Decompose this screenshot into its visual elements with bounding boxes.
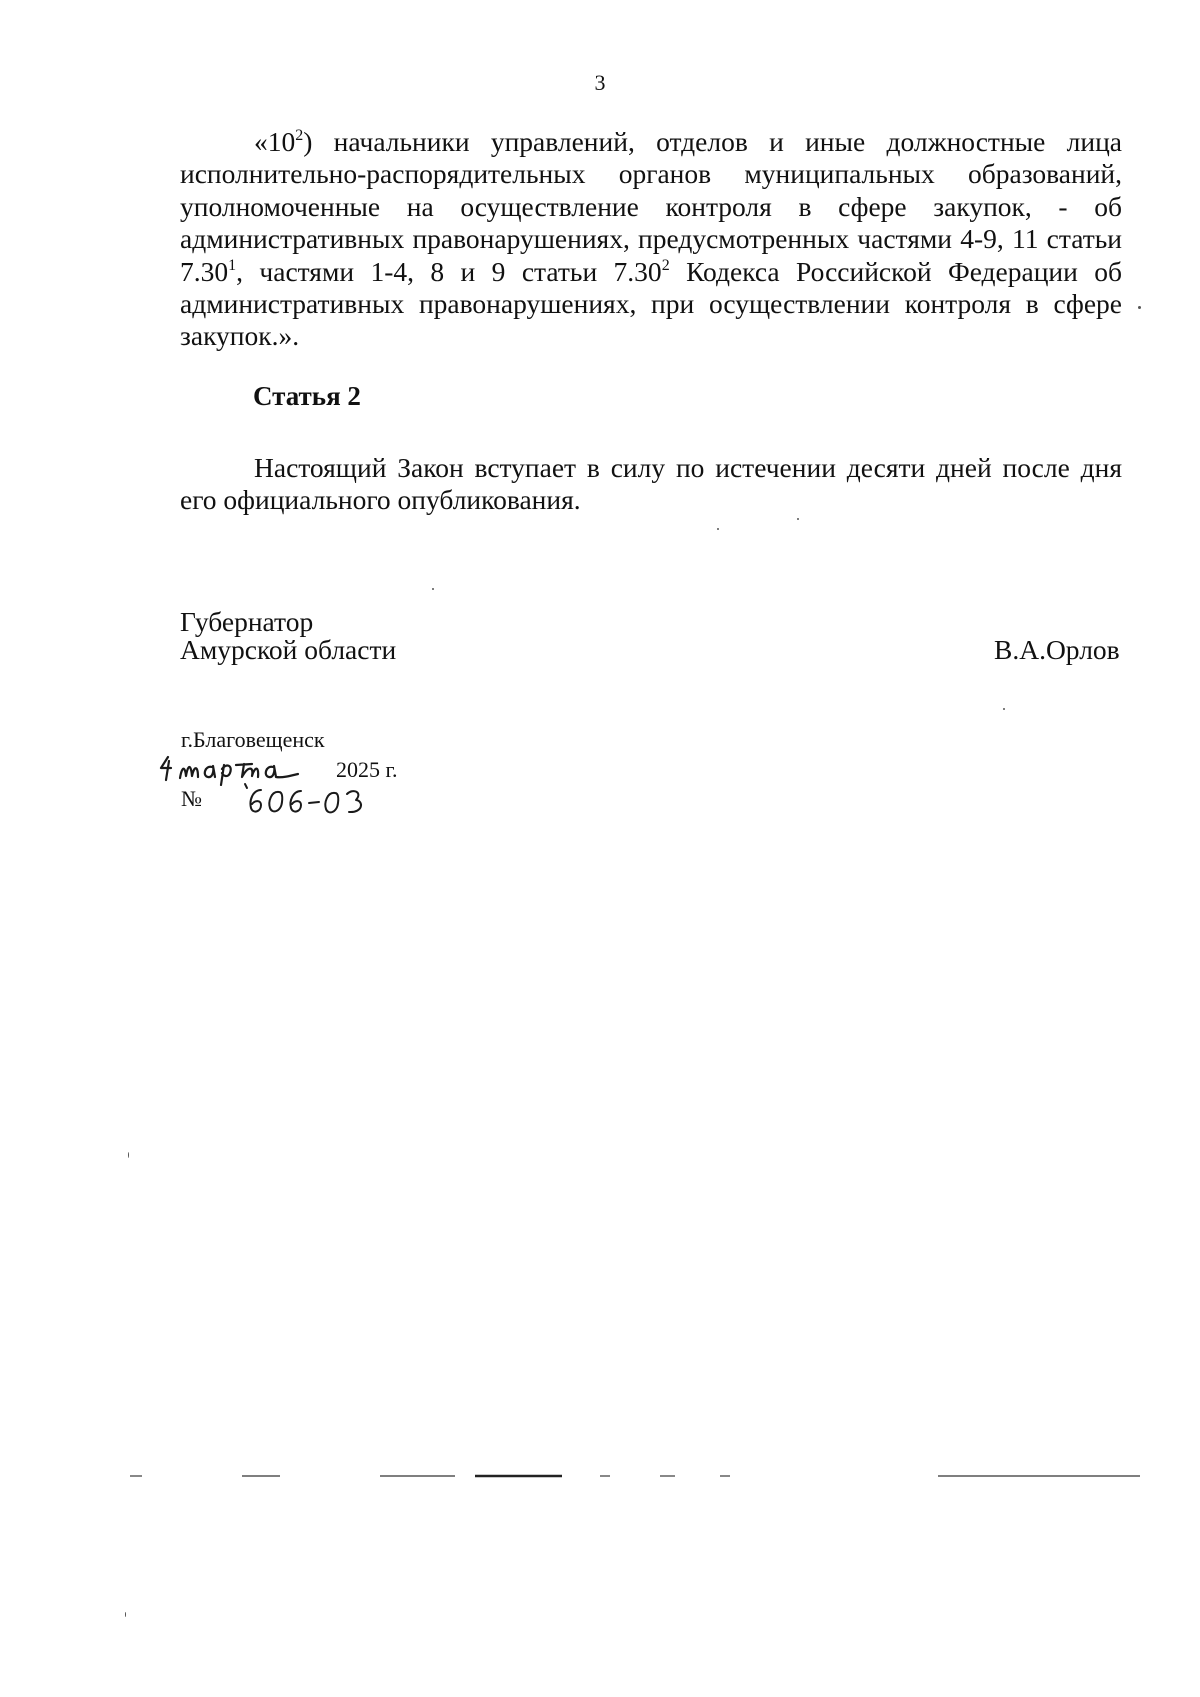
scan-speck bbox=[432, 588, 434, 590]
superscript: 2 bbox=[295, 127, 304, 144]
amendment-open: «10 bbox=[254, 126, 296, 157]
superscript: 1 bbox=[228, 256, 237, 274]
effective-date-text: Настоящий Закон вступает в силу по истечении десяти дней после дня его официального опубликования. bbox=[180, 452, 1122, 516]
amendment-text-2: , частями 1-4, 8 и 9 статьи 7.30 bbox=[236, 255, 662, 287]
paragraph-effective-date bbox=[180, 452, 1122, 517]
signatory-name: В.А.Орлов bbox=[994, 634, 1120, 665]
signatory-title bbox=[180, 608, 396, 664]
scan-speck bbox=[717, 528, 719, 530]
handwritten-number bbox=[237, 782, 377, 818]
article-heading: Статья 2 bbox=[253, 381, 361, 411]
scan-speck bbox=[1003, 708, 1005, 710]
date-line bbox=[158, 752, 438, 786]
date-year: 2025 г. bbox=[336, 757, 398, 782]
page-number: 3 bbox=[594, 70, 606, 95]
number-line bbox=[181, 786, 401, 820]
amendment-text-1: ) начальники управлений, отделов и иные должностные лица исполнительно-распорядительных органов муниципальных образований, уполномоченные на осуществление контроля в сфере закупок, - об административных правонарушениях, предусмотренных частями 4-9, 11 статьи 7.30 bbox=[180, 126, 1122, 287]
scan-speck bbox=[125, 1612, 126, 1617]
number-sign: № bbox=[181, 786, 202, 811]
superscript: 2 bbox=[661, 256, 670, 274]
paragraph-amendment bbox=[180, 126, 1122, 353]
scan-artifact-line bbox=[130, 1473, 1170, 1479]
handwritten-date bbox=[158, 752, 328, 786]
place-of-signing: г.Благовещенск bbox=[181, 727, 325, 752]
scan-speck bbox=[797, 518, 799, 520]
amendment-text-3: Кодекса Российской Федерации об административных правонарушениях, при осуществлении контроля в сфере закупок.». bbox=[180, 255, 1122, 352]
scan-speck bbox=[1138, 306, 1141, 309]
scan-speck bbox=[128, 1152, 129, 1158]
signatory-title-line-2: Амурской области bbox=[180, 634, 397, 665]
signatory-title-line-1: Губернатор bbox=[180, 606, 314, 637]
